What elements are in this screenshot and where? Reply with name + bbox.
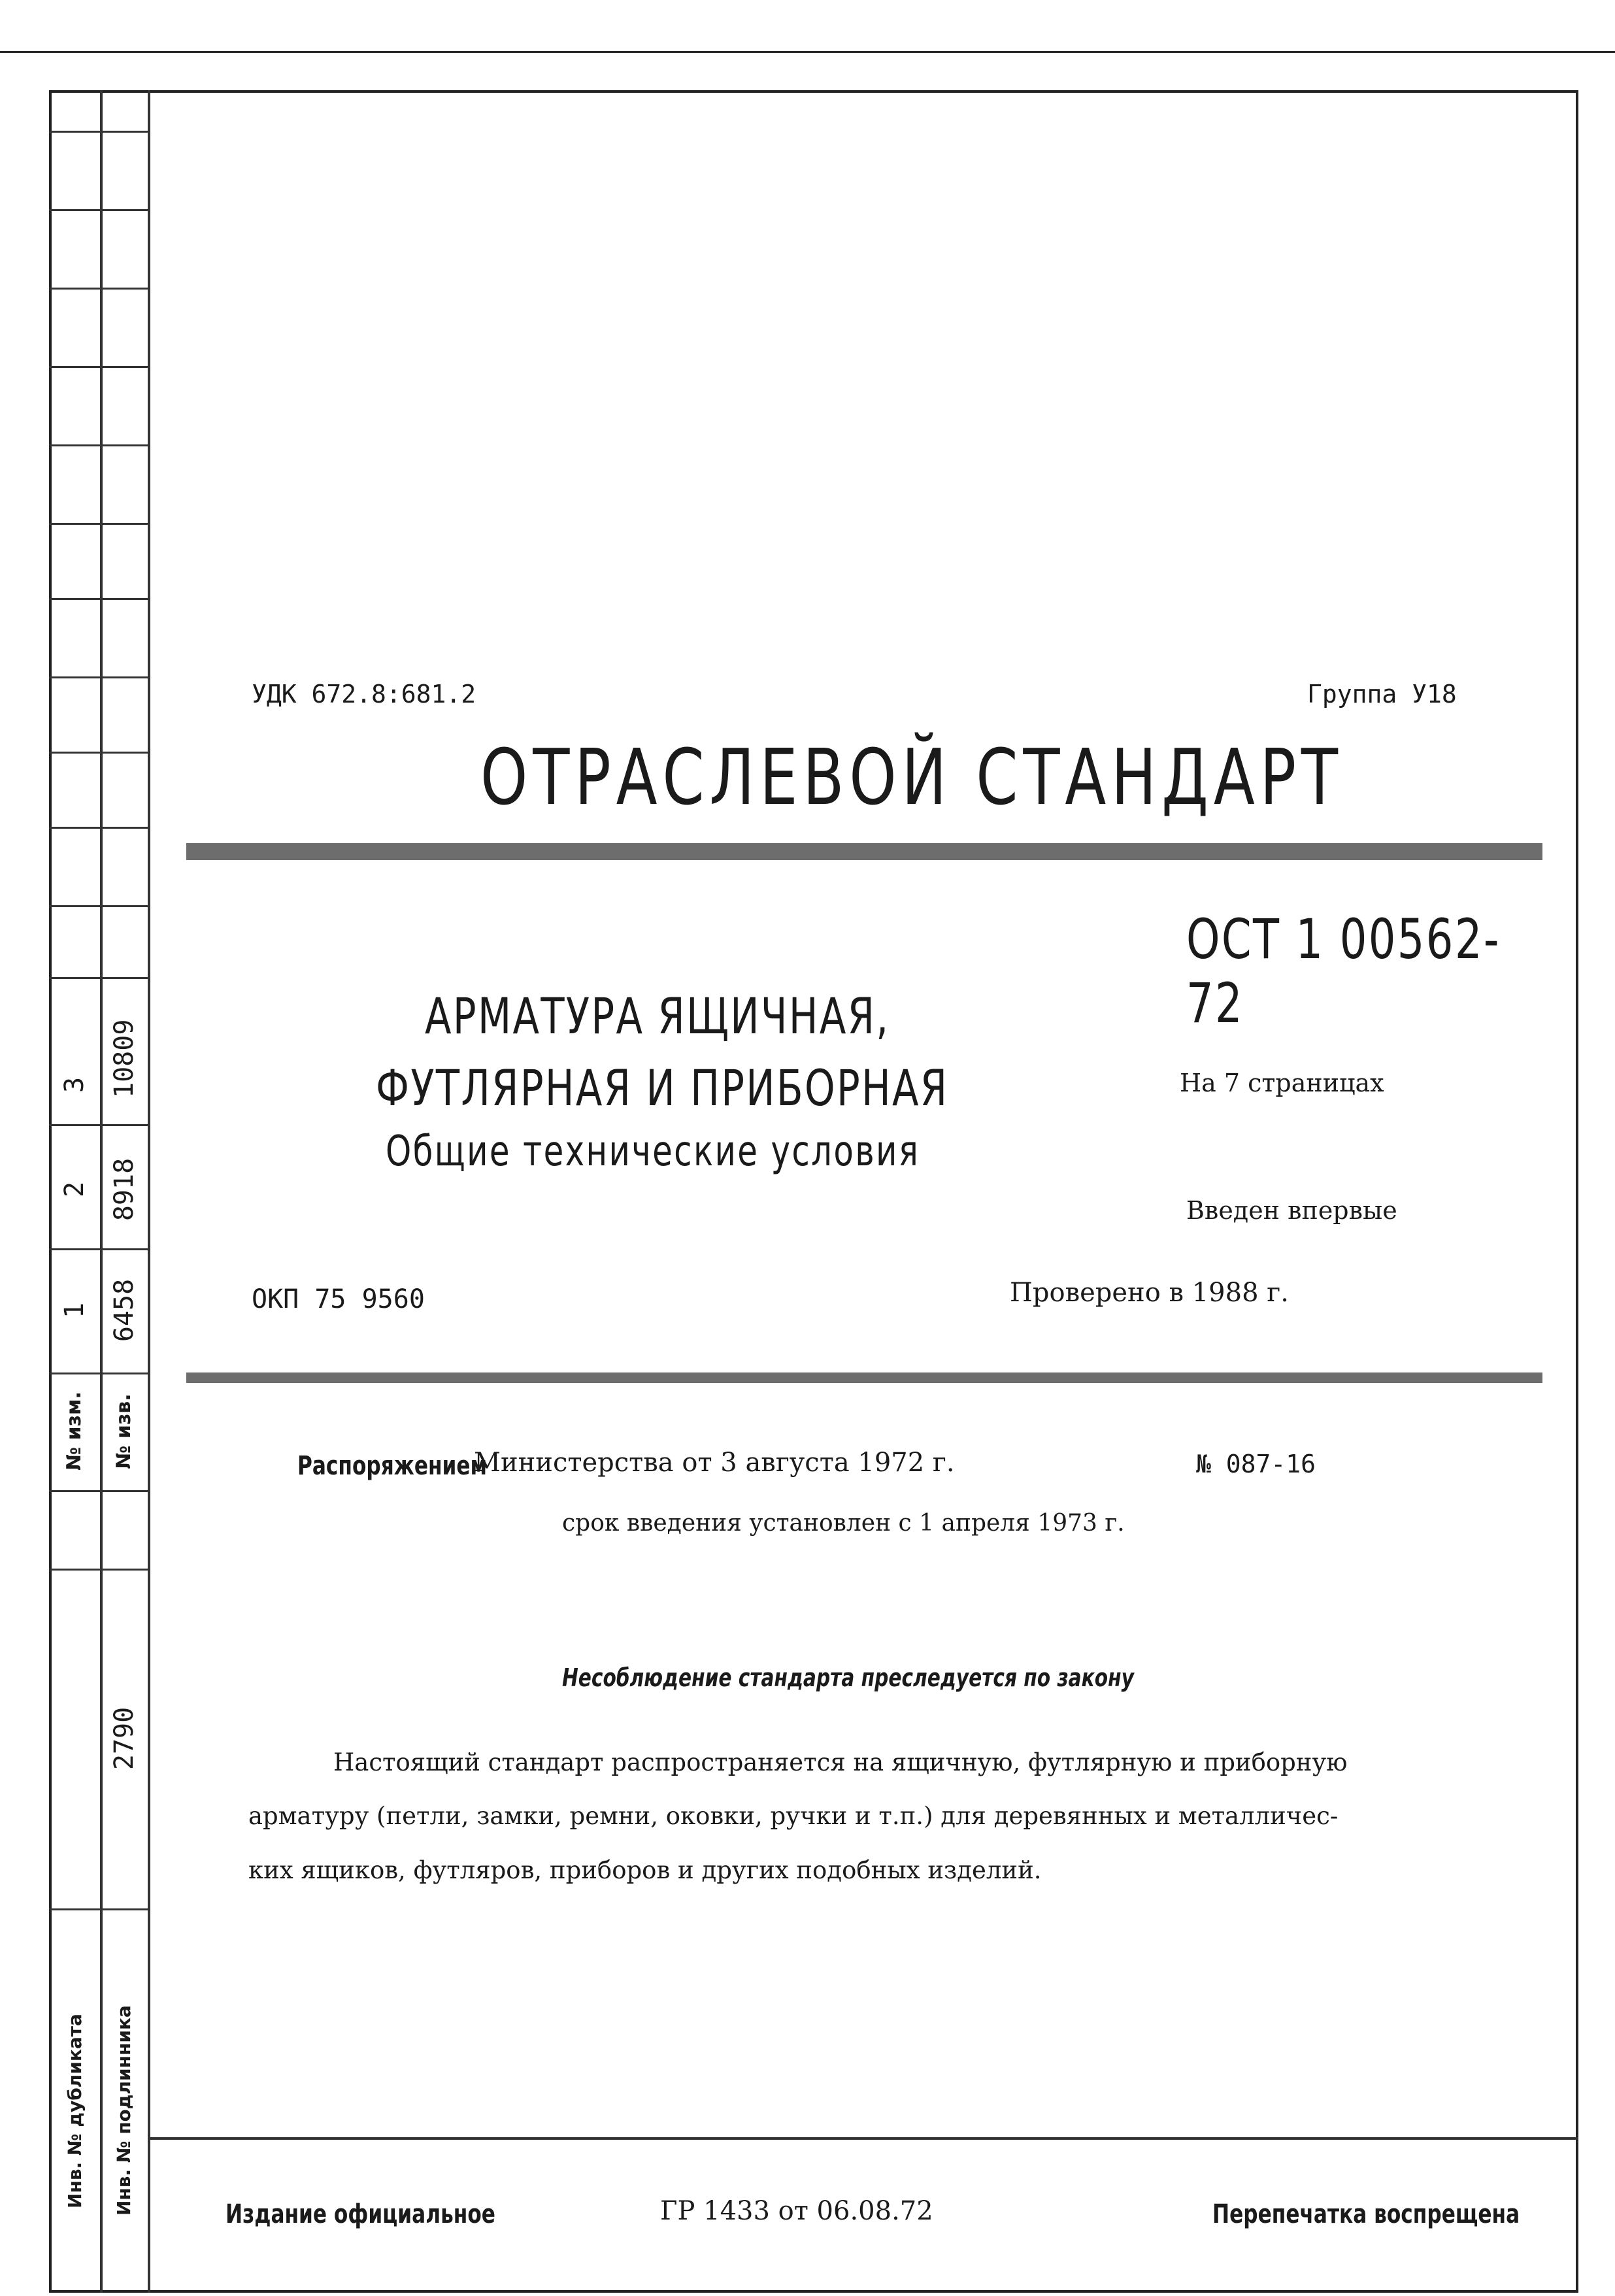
side-cell-line [49, 288, 148, 290]
order-term [562, 1510, 1125, 1537]
order-text: Министерства от 3 августа 1972 г. [474, 1448, 955, 1478]
notice-number-2: 8918 [109, 1157, 139, 1222]
notice-number-1: 6458 [109, 1278, 139, 1342]
order-number: № 087-16 [1196, 1450, 1316, 1478]
change-label: № изм. [63, 1391, 86, 1471]
side-cell-line [49, 523, 148, 525]
side-cell-line [49, 366, 148, 368]
top-rule [0, 51, 1615, 53]
side-cell-line [49, 676, 148, 678]
page-frame [49, 90, 1578, 2293]
standard-code [1186, 907, 1615, 1035]
side-cell-line [49, 1248, 148, 1250]
header-divider-bar [186, 843, 1542, 860]
order-term-text: срок введения установлен с 1 апреля 1973 г. [562, 1510, 1125, 1537]
product-title-line2-text: ФУТЛЯРНАЯ И ПРИБОРНАЯ [376, 1059, 949, 1117]
product-title-line1-text: АРМАТУРА ЯЩИЧНАЯ, [425, 987, 890, 1045]
scope-paragraph-line2: арматуру (петли, замки, ремни, оковки, ручки и т.п.) для деревянных и металличес- [248, 1802, 1339, 1830]
side-cell-line [49, 827, 148, 829]
standard-code-text: ОСТ 1 00562-72 [1186, 907, 1501, 1035]
side-cell-line [49, 1373, 148, 1374]
product-subtitle [386, 1127, 1071, 1180]
group-code [1307, 680, 1457, 708]
reprint-notice-text: Перепечатка воспрещена [1212, 2199, 1520, 2229]
side-column-divider-2 [148, 90, 150, 2293]
change-number-1: 1 [59, 1302, 90, 1319]
main-title [480, 732, 1586, 824]
footer-divider [149, 2137, 1578, 2140]
side-cell-line [49, 1490, 148, 1492]
udk-code: УДК 672.8:681.2 [252, 680, 476, 708]
change-number-3: 3 [59, 1076, 90, 1093]
original-inv-number: 2790 [109, 1706, 139, 1771]
change-number-2: 2 [59, 1181, 90, 1198]
reprint-notice [1212, 2199, 1607, 2229]
checked-note: Проверено в 1988 г. [1010, 1278, 1289, 1308]
product-title-line2 [376, 1059, 1110, 1118]
product-title-line1 [425, 987, 1021, 1046]
notice-number-3: 10809 [109, 1019, 139, 1098]
page-count: На 7 страницах [1180, 1069, 1384, 1097]
duplicate-inv-label: Инв. № дубликата [64, 2014, 86, 2208]
group-code-text: Группа У18 [1307, 680, 1457, 708]
original-inv-label: Инв. № подлинника [113, 2005, 135, 2216]
main-title-text: ОТРАСЛЕВОЙ СТАНДАРТ [480, 732, 1343, 822]
gr-number: ГР 1433 от 06.08.72 [660, 2196, 933, 2226]
side-column-divider-1 [100, 90, 103, 2293]
side-cell-line [49, 1569, 148, 1571]
warning-line [562, 1663, 1295, 1692]
okp-code: ОКП 75 9560 [252, 1284, 425, 1314]
scope-paragraph-line1: Настоящий стандарт распространяется на ящичную, футлярную и приборную [333, 1748, 1348, 1776]
edition-label [225, 2199, 571, 2229]
scope-paragraph-line3: ких ящиков, футляров, приборов и других подобных изделий. [248, 1856, 1042, 1884]
side-cell-line [49, 977, 148, 979]
side-cell-line [49, 752, 148, 754]
introduced-note: Введен впервые [1186, 1196, 1397, 1225]
order-label-text: Распоряжением [297, 1451, 488, 1481]
side-cell-line [49, 131, 148, 133]
product-subtitle-text: Общие технические условия [386, 1127, 920, 1176]
side-cell-line [49, 1908, 148, 1910]
side-cell-line [49, 1124, 148, 1126]
side-cell-line [49, 444, 148, 446]
notice-label: № изв. [112, 1393, 135, 1469]
edition-label-text: Издание официальное [225, 2199, 495, 2229]
side-cell-line [49, 598, 148, 600]
side-cell-line [49, 209, 148, 211]
warning-text: Несоблюдение стандарта преследуется по закону [562, 1663, 1134, 1692]
side-cell-line [49, 905, 148, 907]
title-divider-bar [186, 1373, 1542, 1383]
